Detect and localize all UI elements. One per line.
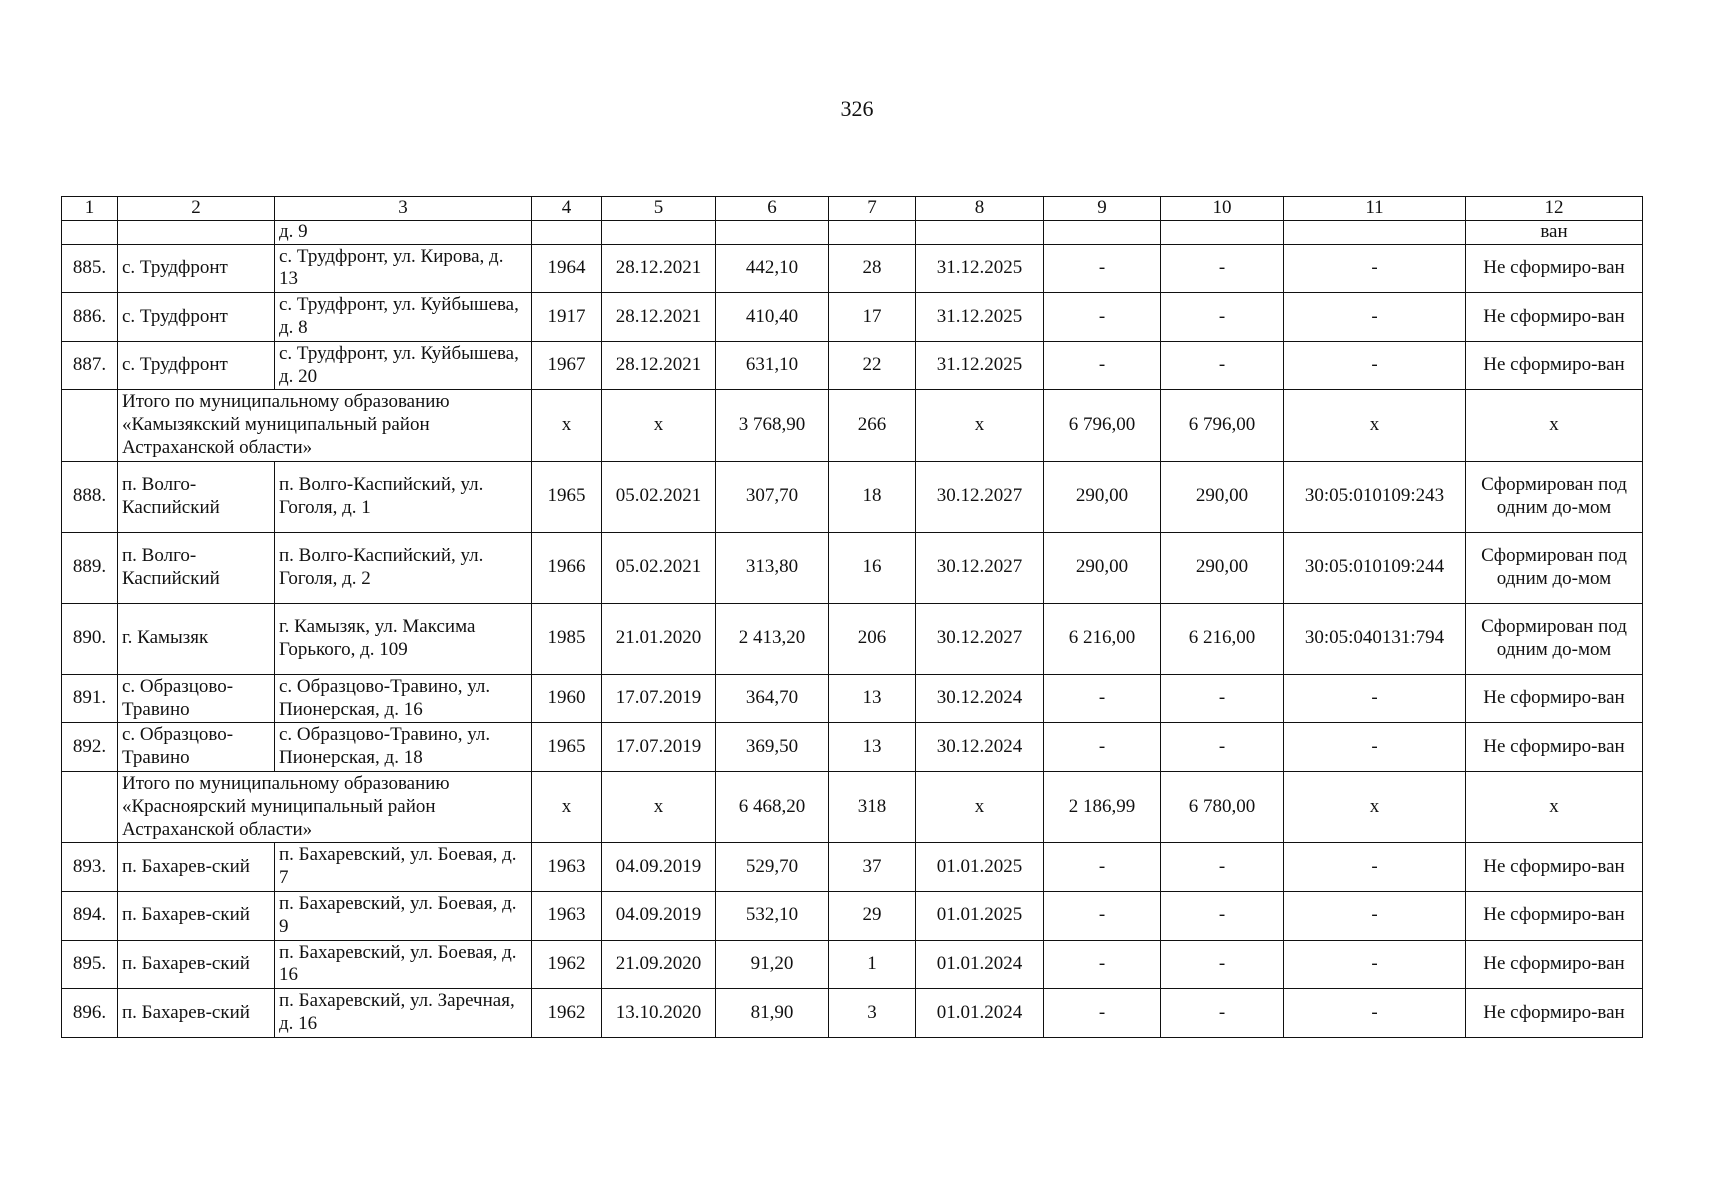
row-number: 886. [62,293,118,342]
status-cell: Сформирован под одним до-мом [1466,532,1643,603]
area-cell: 369,50 [716,723,829,772]
area-cell: 532,10 [716,891,829,940]
cadastral-cell: - [1284,940,1466,989]
cadastral-cell: - [1284,843,1466,892]
col10-cell: - [1161,940,1284,989]
year-cell: 1963 [532,891,602,940]
settlement-cell: п. Волго-Каспийский [118,532,275,603]
housing-registry-table [61,196,1643,1038]
col10-cell: 290,00 [1161,532,1284,603]
residents-cell: 3 [829,989,916,1038]
residents-cell: 206 [829,603,916,674]
date1-cell: 21.09.2020 [602,940,716,989]
residents-cell: 16 [829,532,916,603]
address-cell: с. Образцово-Травино, ул. Пионерская, д. 16 [275,674,532,723]
status-cell: Не сформиро-ван [1466,891,1643,940]
year-cell: 1967 [532,341,602,390]
status-cell: х [1466,771,1643,842]
header-cell-6: 6 [716,197,829,221]
row-number: 891. [62,674,118,723]
row-number: 894. [62,891,118,940]
date1-cell: 28.12.2021 [602,244,716,293]
cadastral-cell: 30:05:040131:794 [1284,603,1466,674]
row-number [62,390,118,461]
address-cell: с. Образцово-Травино, ул. Пионерская, д. 18 [275,723,532,772]
cadastral-cell: - [1284,723,1466,772]
cadastral-cell: х [1284,390,1466,461]
row-number: 896. [62,989,118,1038]
area-cell: 631,10 [716,341,829,390]
status-cell: Не сформиро-ван [1466,244,1643,293]
residents-cell: 37 [829,843,916,892]
date1-cell: 05.02.2021 [602,461,716,532]
header-cell-2: 2 [118,197,275,221]
date2-cell: 30.12.2027 [916,532,1044,603]
col9-cell: - [1044,940,1161,989]
settlement-cell: с. Образцово-Травино [118,674,275,723]
settlement-cell: с. Трудфронт [118,293,275,342]
col9-cell: - [1044,674,1161,723]
col10-cell: - [1161,293,1284,342]
residents-cell: 17 [829,293,916,342]
row-number: 888. [62,461,118,532]
table-row [62,723,1643,772]
status-cell: Не сформиро-ван [1466,341,1643,390]
year-cell: х [532,390,602,461]
col10-cell: 6 796,00 [1161,390,1284,461]
col10-cell [1161,220,1284,244]
residents-cell: 28 [829,244,916,293]
cadastral-cell: - [1284,244,1466,293]
date2-cell: 30.12.2024 [916,723,1044,772]
cadastral-cell [1284,220,1466,244]
col10-cell: - [1161,891,1284,940]
subtotal-row [62,771,1643,842]
area-cell: 6 468,20 [716,771,829,842]
page-number: 326 [840,96,874,121]
year-cell: 1964 [532,244,602,293]
residents-cell: 318 [829,771,916,842]
date2-cell: 01.01.2024 [916,989,1044,1038]
row-number: 892. [62,723,118,772]
cadastral-cell: - [1284,674,1466,723]
col10-cell: 290,00 [1161,461,1284,532]
col10-cell: - [1161,989,1284,1038]
area-cell: 364,70 [716,674,829,723]
year-cell: 1960 [532,674,602,723]
date1-cell: 04.09.2019 [602,843,716,892]
col9-cell: - [1044,891,1161,940]
row-number: 890. [62,603,118,674]
status-cell: Сформирован под одним до-мом [1466,461,1643,532]
date2-cell: х [916,390,1044,461]
row-number [62,771,118,842]
col9-cell: - [1044,244,1161,293]
residents-cell: 18 [829,461,916,532]
settlement-cell: с. Трудфронт [118,244,275,293]
cadastral-cell: - [1284,293,1466,342]
row-number: 887. [62,341,118,390]
row-number [62,220,118,244]
table-row [62,293,1643,342]
residents-cell: 266 [829,390,916,461]
settlement-cell: п. Бахарев-ский [118,843,275,892]
col9-cell: 6 216,00 [1044,603,1161,674]
area-cell: 307,70 [716,461,829,532]
year-cell: 1917 [532,293,602,342]
col9-cell: 290,00 [1044,461,1161,532]
table-row [62,940,1643,989]
header-cell-4: 4 [532,197,602,221]
year-cell: 1962 [532,989,602,1038]
date1-cell: 28.12.2021 [602,293,716,342]
table-row [62,532,1643,603]
residents-cell: 13 [829,674,916,723]
table-row [62,891,1643,940]
area-cell: 410,40 [716,293,829,342]
date1-cell: 05.02.2021 [602,532,716,603]
table-row [62,244,1643,293]
residents-cell: 22 [829,341,916,390]
header-cell-9: 9 [1044,197,1161,221]
area-cell [716,220,829,244]
col10-cell: - [1161,843,1284,892]
date1-cell: 17.07.2019 [602,674,716,723]
year-cell: 1962 [532,940,602,989]
cadastral-cell: х [1284,771,1466,842]
address-cell: г. Камызяк, ул. Максима Горького, д. 109 [275,603,532,674]
area-cell: 81,90 [716,989,829,1038]
area-cell: 442,10 [716,244,829,293]
year-cell [532,220,602,244]
status-cell: Сформирован под одним до-мом [1466,603,1643,674]
table-row [62,341,1643,390]
cadastral-cell: - [1284,341,1466,390]
address-cell: п. Бахаревский, ул. Боевая, д. 7 [275,843,532,892]
subtotal-label: Итого по муниципальному образованию «Красноярский муниципальный район Астраханской области» [118,771,532,842]
status-cell: Не сформиро-ван [1466,674,1643,723]
date2-cell: 31.12.2025 [916,341,1044,390]
date2-cell: 01.01.2025 [916,891,1044,940]
date1-cell: 17.07.2019 [602,723,716,772]
residents-cell: 13 [829,723,916,772]
address-cell: с. Трудфронт, ул. Кирова, д. 13 [275,244,532,293]
table-row [62,461,1643,532]
date2-cell: 31.12.2025 [916,293,1044,342]
date2-cell: х [916,771,1044,842]
year-cell: х [532,771,602,842]
table-row [62,220,1643,244]
settlement-cell: п. Волго-Каспийский [118,461,275,532]
settlement-cell: с. Трудфронт [118,341,275,390]
date1-cell: 28.12.2021 [602,341,716,390]
date1-cell: 21.01.2020 [602,603,716,674]
date1-cell: х [602,771,716,842]
address-cell: с. Трудфронт, ул. Куйбышева, д. 20 [275,341,532,390]
address-cell: п. Волго-Каспийский, ул. Гоголя, д. 1 [275,461,532,532]
row-number: 885. [62,244,118,293]
header-cell-3: 3 [275,197,532,221]
date1-cell [602,220,716,244]
year-cell: 1965 [532,723,602,772]
col10-cell: 6 216,00 [1161,603,1284,674]
col9-cell [1044,220,1161,244]
col9-cell: - [1044,989,1161,1038]
year-cell: 1965 [532,461,602,532]
residents-cell: 1 [829,940,916,989]
cadastral-cell: 30:05:010109:243 [1284,461,1466,532]
status-cell: Не сформиро-ван [1466,940,1643,989]
date2-cell [916,220,1044,244]
header-cell-8: 8 [916,197,1044,221]
status-cell: ван [1466,220,1643,244]
table-row [62,603,1643,674]
status-cell: Не сформиро-ван [1466,723,1643,772]
row-number: 893. [62,843,118,892]
cadastral-cell: 30:05:010109:244 [1284,532,1466,603]
settlement-cell: г. Камызяк [118,603,275,674]
row-number: 895. [62,940,118,989]
address-cell: п. Бахаревский, ул. Боевая, д. 16 [275,940,532,989]
address-cell: п. Волго-Каспийский, ул. Гоголя, д. 2 [275,532,532,603]
header-cell-11: 11 [1284,197,1466,221]
status-cell: Не сформиро-ван [1466,989,1643,1038]
date2-cell: 30.12.2024 [916,674,1044,723]
col9-cell: 6 796,00 [1044,390,1161,461]
col10-cell: 6 780,00 [1161,771,1284,842]
settlement-cell: п. Бахарев-ский [118,940,275,989]
area-cell: 529,70 [716,843,829,892]
date2-cell: 01.01.2025 [916,843,1044,892]
date1-cell: х [602,390,716,461]
cadastral-cell: - [1284,891,1466,940]
year-cell: 1985 [532,603,602,674]
year-cell: 1966 [532,532,602,603]
area-cell: 91,20 [716,940,829,989]
subtotal-row [62,390,1643,461]
header-cell-5: 5 [602,197,716,221]
settlement-cell: п. Бахарев-ский [118,989,275,1038]
table-row [62,674,1643,723]
address-cell: п. Бахаревский, ул. Заречная, д. 16 [275,989,532,1038]
table-row [62,843,1643,892]
cadastral-cell: - [1284,989,1466,1038]
date2-cell: 01.01.2024 [916,940,1044,989]
col9-cell: 2 186,99 [1044,771,1161,842]
address-cell: д. 9 [275,220,532,244]
address-cell: п. Бахаревский, ул. Боевая, д. 9 [275,891,532,940]
settlement-cell: с. Образцово-Травино [118,723,275,772]
col10-cell: - [1161,674,1284,723]
header-cell-7: 7 [829,197,916,221]
col9-cell: - [1044,293,1161,342]
status-cell: Не сформиро-ван [1466,293,1643,342]
status-cell: Не сформиро-ван [1466,843,1643,892]
date2-cell: 30.12.2027 [916,603,1044,674]
row-number: 889. [62,532,118,603]
residents-cell [829,220,916,244]
subtotal-label: Итого по муниципальному образованию «Камызякский муниципальный район Астраханской области» [118,390,532,461]
date1-cell: 04.09.2019 [602,891,716,940]
header-row [62,197,1643,221]
col10-cell: - [1161,341,1284,390]
settlement-cell: п. Бахарев-ский [118,891,275,940]
col10-cell: - [1161,723,1284,772]
col10-cell: - [1161,244,1284,293]
area-cell: 313,80 [716,532,829,603]
header-cell-10: 10 [1161,197,1284,221]
col9-cell: - [1044,723,1161,772]
header-cell-1: 1 [62,197,118,221]
settlement-cell [118,220,275,244]
header-cell-12: 12 [1466,197,1643,221]
col9-cell: - [1044,341,1161,390]
date1-cell: 13.10.2020 [602,989,716,1038]
area-cell: 2 413,20 [716,603,829,674]
col9-cell: 290,00 [1044,532,1161,603]
table-row [62,989,1643,1038]
date2-cell: 30.12.2027 [916,461,1044,532]
address-cell: с. Трудфронт, ул. Куйбышева, д. 8 [275,293,532,342]
residents-cell: 29 [829,891,916,940]
area-cell: 3 768,90 [716,390,829,461]
col9-cell: - [1044,843,1161,892]
date2-cell: 31.12.2025 [916,244,1044,293]
year-cell: 1963 [532,843,602,892]
status-cell: х [1466,390,1643,461]
